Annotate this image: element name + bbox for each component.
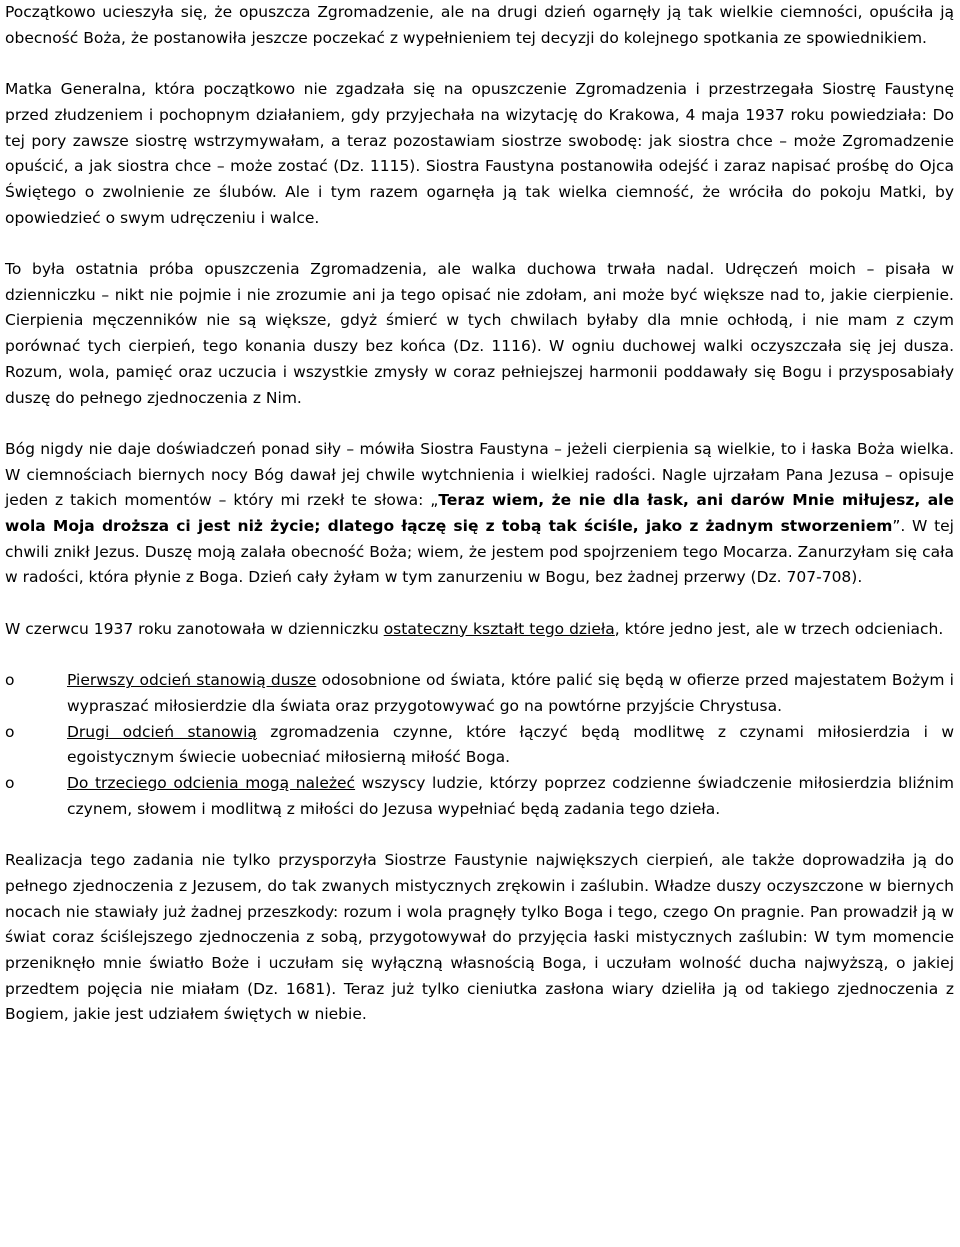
list-item-text: odosobnione od świata, które palić się będą w ofierze przed majestatem Bożym i wypraszać miłosierdzie dla świata oraz przygotowywać go na powtórne przyjście Chrystusa. [67, 671, 954, 715]
paragraph-5-end: , które jedno jest, ale w trzech odcieniach. [614, 619, 944, 638]
list-bullet: o [5, 774, 15, 793]
paragraph-1: Początkowo ucieszyła się, że opuszcza Zgromadzenie, ale na drugi dzień ogarnęły ją tak wielkie ciemności, opuściła ją obecność Boża, że postanowiła jeszcze poczekać z wypełnieniem tej decyzji do kolejnego spotkania ze spowiednikiem. [5, 3, 954, 47]
list-item [5, 668, 954, 719]
paragraph-6: Realizacja tego zadania nie tylko przysporzyła Siostrze Faustynie największych cierpień, ale także doprowadziła ją do pełnego zjednoczenia z Jezusem, do tak zwanych mistycznych zrękowin i zaślubin. Władze duszy oczyszczone w biernych nocach nie stawiały już żadnej przeszkody: rozum i wola pragnęły tylko Boga i tego, czego On pragnie. Pan prowadził ją w świat coraz ściślejszego zjednoczenia z sobą, przygotowywał do przyjęcia łaski mistycznych zaślubin: W tym momencie przeniknęło mnie światło Boże i uczułam się wyłączną własnością Boga, i uczułam wolność ducha najwyższą, o jakiej przedtem pojęcia nie miałam (Dz. 1681). Teraz już tylko cieniutka zasłona wiary dzieliła ją od takiego zjednoczenia z Bogiem, jakie jest udziałem świętych w niebie. [5, 851, 954, 1024]
paragraph-4 [5, 437, 954, 591]
list-item-text: zgromadzenia czynne, które łączyć będą modlitwę z czynami miłosierdzia i w egoistycznym świecie uobecniać miłosierną miłość Boga. [67, 722, 955, 767]
paragraph-5-underlined: ostateczny kształt tego dzieła [383, 619, 615, 638]
list-item-text: wszyscy ludzie, którzy poprzez codzienne świadczenie miłosierdzia bliźnim czynem, słowem i modlitwą z miłości do Jezusa wypełniać będą zadania tego dzieła. [67, 774, 955, 818]
paragraph-5-start: W czerwcu 1937 roku zanotowała w dzienniczku [5, 619, 384, 638]
list-item-underlined: Drugi odcień stanowią [67, 722, 257, 741]
paragraph-4-bold-quote: Teraz wiem, że nie dla łask, ani darów Mnie miłujesz, ale wola Moja droższa ci jest niż życie; dlatego łączę się z tobą tak ściśle, jako z żadnym stworzeniem [5, 491, 954, 536]
three-shades-list [5, 668, 954, 822]
list-bullet: o [5, 722, 15, 741]
list-item [5, 771, 954, 822]
paragraph-2: Matka Generalna, która początkowo nie zgadzała się na opuszczenie Zgromadzenia i przestrzegała Siostrę Faustynę przed złudzeniem i pochopnym działaniem, gdy przyjechała na wizytację do Krakowa, 4 maja 1937 roku powiedziała: Do tej pory zawsze siostrę wstrzymywałam, a teraz pozostawiam siostrze swobodę: jak siostra chce – może Zgromadzenie opuścić, a jak siostra chce – może zostać (Dz. 1115). Siostra Faustyna postanowiła odejść i zaraz napisać prośbę do Ojca Świętego o zwolnienie ze ślubów. Ale i tym razem ogarnęła ją tak wielka ciemność, że wróciła do pokoju Matki, by opowiedzieć o swym udręczeniu i walce. [5, 80, 954, 227]
paragraph-3: To była ostatnia próba opuszczenia Zgromadzenia, ale walka duchowa trwała nadal. Udręczeń moich – pisała w dzienniczku – nikt nie pojmie i nie zrozumie ani ja tego opisać nie zdołam, ani może być większe nad to, jakie cierpienie. Cierpienia męczenników nie są większe, gdyż śmierć w tych chwilach byłaby dla mnie ochłodą, i nie mam z czym porównać tych cierpień, tego konania duszy bez końca (Dz. 1116). W ogniu duchowej walki oczyszczała się jej dusza. Rozum, wola, pamięć oraz uczucia i wszystkie zmysły w coraz pełniejszej harmonii poddawały się Bogu i przysposabiały duszę do pełnego zjednoczenia z Nim. [5, 260, 954, 407]
list-item-underlined: Pierwszy odcień stanowią dusze [67, 671, 317, 690]
list-bullet: o [5, 671, 15, 690]
list-item [5, 720, 954, 771]
paragraph-4-end: ”. W tej chwili znikł Jezus. Duszę moją zalała obecność Boża; wiem, że jestem pod spojrzeniem tego Mocarza. Zanurzyłam się cała w radości, która płynie z Boga. Dzień cały żyłam w tym zanurzeniu w Bogu, bez żadnej przerwy (Dz. 707-708). [5, 517, 954, 587]
paragraph-5 [5, 617, 954, 643]
list-item-underlined: Do trzeciego odcienia mogą należeć [67, 774, 356, 793]
paragraph-4-start: Bóg nigdy nie daje doświadczeń ponad siły – mówiła Siostra Faustyna – jeżeli cierpienia są wielkie, to i łaska Boża wielka. W ciemnościach biernych nocy Bóg dawał jej chwile wytchnienia i wielkiej radości. Nagle ujrzałam Pana Jezusa – opisuje jeden z takich momentów – który mi rzekł te słowa: „ [5, 439, 954, 510]
